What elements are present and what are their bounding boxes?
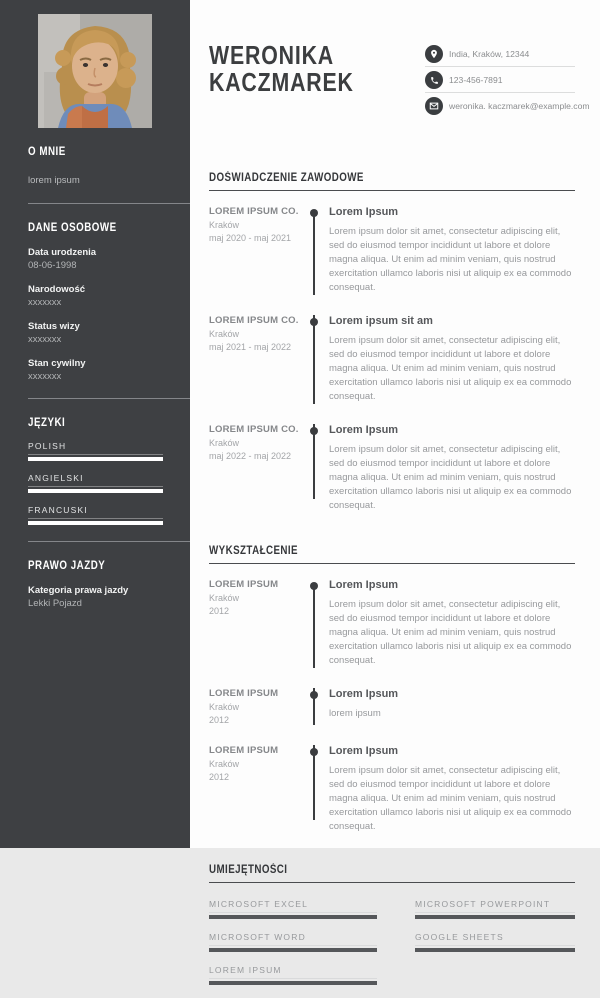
personal-item-label: Status wizy xyxy=(28,321,80,332)
skill-level-bar xyxy=(209,915,377,919)
entry-dates: 2012 xyxy=(209,606,230,616)
contact-email xyxy=(425,97,590,118)
skill-label: MICROSOFT POWERPOINT xyxy=(415,899,575,913)
contact-address-text: India, Kraków, 12344 xyxy=(449,49,530,59)
skill-item xyxy=(415,932,575,952)
timeline-dot xyxy=(310,748,318,756)
skills-heading: UMIEJĘTNOŚCI xyxy=(209,864,288,876)
experience-entry xyxy=(209,424,575,519)
language-level-bar xyxy=(28,489,163,493)
company-city: Kraków xyxy=(209,329,240,339)
job-description: Lorem ipsum dolor sit amet, consectetur adipiscing elit, sed do eiusmod tempor incididunt ut labore et dolore magna aliqua. Ut enim ad minim veniam, quis nostrud exercitation ullamco laboris nisi ut aliquip ex ea commodo consequat. xyxy=(329,226,572,293)
entry-dates: maj 2021 - maj 2022 xyxy=(209,342,292,352)
entry-content xyxy=(323,315,575,404)
education-entry xyxy=(209,688,575,745)
education-entries xyxy=(209,579,575,840)
first-name: WERONIKA xyxy=(209,40,334,70)
driving-license-item xyxy=(28,585,190,609)
entry-meta xyxy=(209,315,305,404)
education-section xyxy=(209,545,575,840)
skill-level-bar xyxy=(415,948,575,952)
about-heading: O MNIE xyxy=(28,146,66,158)
entry-content xyxy=(323,206,575,295)
entry-meta xyxy=(209,206,305,295)
degree-description: Lorem ipsum dolor sit amet, consectetur adipiscing elit, sed do eiusmod tempor incididunt ut labore et dolore magna aliqua. Ut enim ad minim veniam, quis nostrud exercitation ullamco laboris nisi ut aliquip ex ea commodo consequat. xyxy=(329,765,572,832)
personal-item-value: xxxxxxx xyxy=(28,297,62,308)
profile-photo xyxy=(38,14,152,128)
skills-section xyxy=(209,864,575,998)
entry-dates: maj 2022 - maj 2022 xyxy=(209,451,292,461)
degree-title: Lorem Ipsum xyxy=(329,688,399,700)
personal-item-value: xxxxxxx xyxy=(28,334,62,345)
job-description: Lorem ipsum dolor sit amet, consectetur adipiscing elit, sed do eiusmod tempor incididunt ut labore et dolore magna aliqua. Ut enim ad minim veniam, quis nostrud exercitation ullamco laboris nisi ut aliquip ex ea commodo consequat. xyxy=(329,444,572,511)
entry-content xyxy=(323,424,575,513)
sidebar-divider xyxy=(28,398,190,399)
degree-title: Lorem Ipsum xyxy=(329,745,399,757)
job-title: Lorem Ipsum xyxy=(329,206,399,218)
entry-dates: 2012 xyxy=(209,715,230,725)
language-item xyxy=(28,505,163,525)
language-label: ANGIELSKI xyxy=(28,473,163,487)
timeline-dot xyxy=(310,691,318,699)
skills-right-column xyxy=(415,899,575,998)
driving-license-label: Kategoria prawa jazdy xyxy=(28,585,129,596)
experience-entry xyxy=(209,206,575,315)
personal-item-marital-status xyxy=(28,358,190,382)
skill-level-bar xyxy=(415,915,575,919)
main-content xyxy=(209,0,590,998)
sidebar xyxy=(0,0,190,848)
skill-item xyxy=(415,899,575,919)
job-title: Lorem Ipsum xyxy=(329,424,399,436)
personal-item-value: 08-06-1998 xyxy=(28,260,77,271)
timeline-dot xyxy=(310,427,318,435)
language-label: FRANCUSKI xyxy=(28,505,163,519)
school-city: Kraków xyxy=(209,593,240,603)
timeline xyxy=(305,315,323,404)
school-city: Kraków xyxy=(209,759,240,769)
school-city: Kraków xyxy=(209,702,240,712)
experience-heading: DOŚWIADCZENIE ZAWODOWE xyxy=(209,172,364,184)
entry-meta xyxy=(209,745,305,834)
last-name: KACZMAREK xyxy=(209,67,354,97)
timeline xyxy=(305,424,323,513)
language-level-bar xyxy=(28,521,163,525)
personal-item-label: Stan cywilny xyxy=(28,358,86,369)
timeline xyxy=(305,579,323,668)
sidebar-content xyxy=(0,146,190,609)
personal-item-visa-status xyxy=(28,321,190,345)
job-title: Lorem ipsum sit am xyxy=(329,315,433,327)
sidebar-divider xyxy=(28,541,190,542)
sidebar-divider xyxy=(28,203,190,204)
skill-item xyxy=(209,932,377,952)
driving-license-heading: PRAWO JAZDY xyxy=(28,560,106,572)
education-entry xyxy=(209,745,575,840)
skill-item xyxy=(209,899,377,919)
phone-icon xyxy=(425,71,443,89)
languages-section xyxy=(28,417,190,525)
section-rule xyxy=(209,190,575,191)
experience-section xyxy=(209,172,575,519)
section-rule xyxy=(209,563,575,564)
personal-item-value: xxxxxxx xyxy=(28,371,62,382)
skill-label: GOOGLE SHEETS xyxy=(415,932,575,946)
languages-heading: JĘZYKI xyxy=(28,417,66,429)
personal-details-section xyxy=(28,222,190,382)
entry-content xyxy=(323,745,575,834)
personal-details-heading: DANE OSOBOWE xyxy=(28,222,117,234)
timeline xyxy=(305,745,323,834)
skill-label: MICROSOFT WORD xyxy=(209,932,377,946)
skill-label: MICROSOFT EXCEL xyxy=(209,899,377,913)
school-name: LOREM IPSUM xyxy=(209,745,279,756)
portrait-illustration xyxy=(38,14,152,128)
education-entry xyxy=(209,579,575,688)
timeline xyxy=(305,688,323,725)
skill-level-bar xyxy=(209,948,377,952)
company-name: LOREM IPSUM CO. xyxy=(209,424,299,435)
degree-description: Lorem ipsum dolor sit amet, consectetur adipiscing elit, sed do eiusmod tempor incididunt ut labore et dolore magna aliqua. Ut enim ad minim veniam, quis nostrud exercitation ullamco laboris nisi ut aliquip ex ea commodo consequat. xyxy=(329,599,572,666)
full-name xyxy=(209,42,354,122)
contact-phone-text: 123-456-7891 xyxy=(449,75,503,85)
entry-meta xyxy=(209,424,305,513)
email-icon xyxy=(425,97,443,115)
location-pin-icon xyxy=(425,45,443,63)
skill-item xyxy=(209,965,377,985)
contact-phone xyxy=(425,71,575,93)
entry-dates: 2012 xyxy=(209,772,230,782)
language-level-bar xyxy=(28,457,163,461)
personal-item-birthdate xyxy=(28,247,190,271)
job-description: Lorem ipsum dolor sit amet, consectetur adipiscing elit, sed do eiusmod tempor incididunt ut labore et dolore magna aliqua. Ut enim ad minim veniam, quis nostrud exercitation ullamco laboris nisi ut aliquip ex ea commodo consequat. xyxy=(329,335,572,402)
timeline-dot xyxy=(310,582,318,590)
entry-meta xyxy=(209,579,305,668)
driving-license-value: Lekki Pojazd xyxy=(28,598,82,609)
school-name: LOREM IPSUM xyxy=(209,688,279,699)
school-name: LOREM IPSUM xyxy=(209,579,279,590)
driving-license-section xyxy=(28,560,190,609)
skill-label: LOREM IPSUM xyxy=(209,965,377,979)
experience-entry xyxy=(209,315,575,424)
about-text: lorem ipsum xyxy=(28,175,80,186)
company-city: Kraków xyxy=(209,220,240,230)
language-item xyxy=(28,441,163,461)
timeline xyxy=(305,206,323,295)
timeline-dot xyxy=(310,209,318,217)
personal-item-label: Narodowość xyxy=(28,284,86,295)
personal-item-nationality xyxy=(28,284,190,308)
education-heading: WYKSZTAŁCENIE xyxy=(209,545,298,557)
personal-item-label: Data urodzenia xyxy=(28,247,97,258)
language-item xyxy=(28,473,163,493)
header xyxy=(209,40,590,122)
experience-entries xyxy=(209,206,575,519)
entry-meta xyxy=(209,688,305,725)
degree-description: lorem ipsum xyxy=(329,708,381,719)
contact-list xyxy=(425,45,590,122)
entry-content xyxy=(323,579,575,668)
timeline-dot xyxy=(310,318,318,326)
company-name: LOREM IPSUM CO. xyxy=(209,315,299,326)
contact-email-text: weronika. kaczmarek@example.com xyxy=(449,101,590,111)
skill-level-bar xyxy=(209,981,377,985)
language-label: POLISH xyxy=(28,441,163,455)
company-city: Kraków xyxy=(209,438,240,448)
entry-dates: maj 2020 - maj 2021 xyxy=(209,233,292,243)
section-rule xyxy=(209,882,575,883)
company-name: LOREM IPSUM CO. xyxy=(209,206,299,217)
skills-left-column xyxy=(209,899,377,998)
degree-title: Lorem Ipsum xyxy=(329,579,399,591)
entry-content xyxy=(323,688,575,725)
contact-address xyxy=(425,45,575,67)
skills-grid xyxy=(209,899,575,998)
